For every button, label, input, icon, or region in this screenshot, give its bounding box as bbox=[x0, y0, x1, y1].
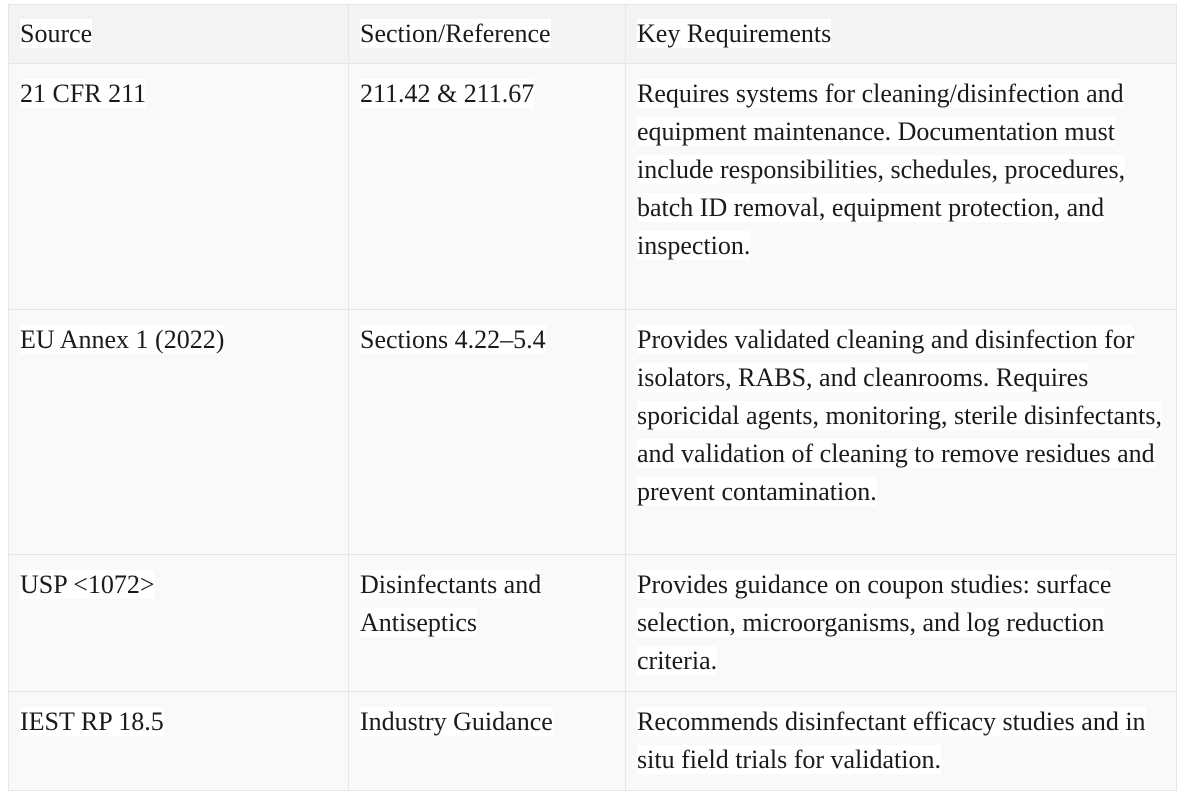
header-label: Key Requirements bbox=[637, 19, 832, 48]
table-header-row bbox=[9, 5, 1177, 64]
header-source bbox=[9, 5, 349, 64]
cell-requirements: Provides validated cleaning and disinfection for isolators, RABS, and cleanrooms. Requires sporicidal agents, monitoring, sterile disinfectants, and validation of cleaning to remove residues and prevent contamination. bbox=[626, 310, 1177, 555]
cell-section: Industry Guidance bbox=[349, 692, 626, 791]
table-row bbox=[9, 310, 1177, 555]
cell-requirements: Recommends disinfectant efficacy studies and in situ field trials for validation. bbox=[626, 692, 1177, 791]
cell-section: 211.42 & 211.67 bbox=[349, 64, 626, 310]
table-row bbox=[9, 555, 1177, 692]
cell-source: 21 CFR 211 bbox=[9, 64, 349, 310]
table-row bbox=[9, 64, 1177, 310]
header-label: Source bbox=[20, 19, 93, 48]
cell-requirements: Requires systems for cleaning/disinfection and equipment maintenance. Documentation must include responsibilities, schedules, procedures, batch ID removal, equipment protection, and inspection. bbox=[626, 64, 1177, 310]
cell-requirements: Provides guidance on coupon studies: surface selection, microorganisms, and log reduction criteria. bbox=[626, 555, 1177, 692]
cell-section: Sections 4.22–5.4 bbox=[349, 310, 626, 555]
cell-source: EU Annex 1 (2022) bbox=[9, 310, 349, 555]
cell-source: IEST RP 18.5 bbox=[9, 692, 349, 791]
header-label: Section/Reference bbox=[360, 19, 551, 48]
regulatory-requirements-table bbox=[8, 4, 1177, 791]
table-row bbox=[9, 692, 1177, 791]
header-key-requirements bbox=[626, 5, 1177, 64]
header-section-reference bbox=[349, 5, 626, 64]
cell-section: Disinfectants and Antiseptics bbox=[349, 555, 626, 692]
cell-source: USP <1072> bbox=[9, 555, 349, 692]
